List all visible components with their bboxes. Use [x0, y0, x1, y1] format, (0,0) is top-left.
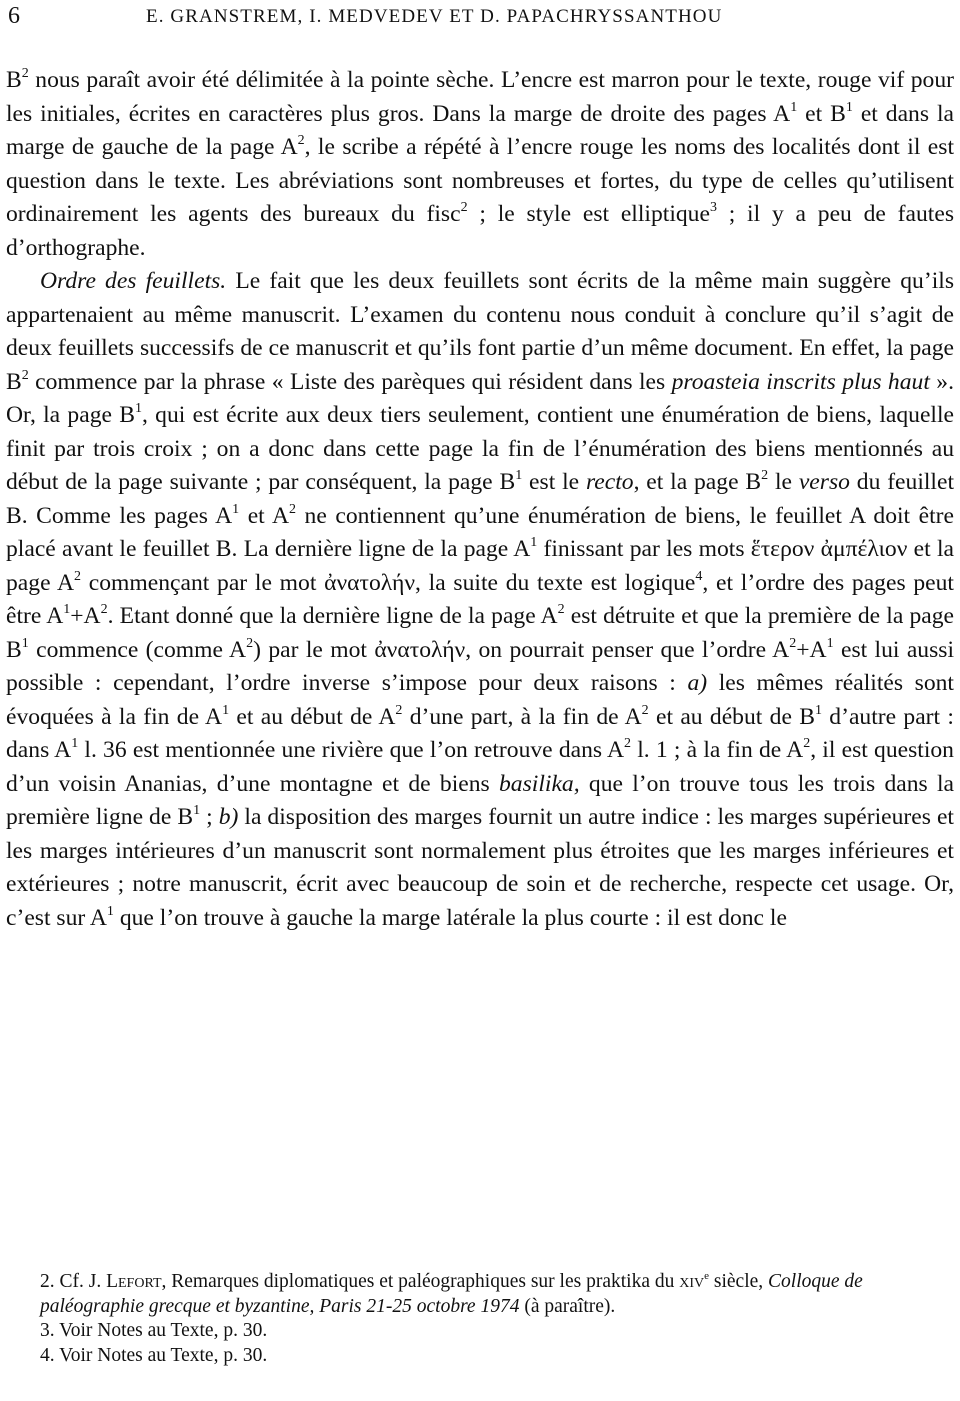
footnote-3: 3. Voir Notes au Texte, p. 30. [40, 1320, 268, 1341]
footnote-ref-3: 3 [709, 200, 717, 215]
footnote-ref-2: 2 [460, 200, 468, 215]
footnotes [6, 1270, 954, 1368]
page-number: 6 [8, 3, 20, 29]
paragraph-1: $B^2$ nous paraît avoir été délimitée à la pointe sèche. L’encre est marron pour le texte, rouge vif pour les initiales, écrites en caractères plus gros. Dans la marge de droite des pages $A^1$ et $B^1$ et dans la marge de gauche de la page $A^2$, le scribe a répété à l’encre rouge les noms des localités dont il est question dans le texte. Les abréviations sont nombreuses et fortes, du type de celles qu’utilisent ordinairement les agents des bureaux du fisc$^2$ ; le style est elliptique$^3$ ; il y a peu de fautes d’orthographe. [6, 66, 955, 261]
footnote-2: 2. Cf. J. Lefort, Remarques diplomatiques et paléographiques sur les praktika du xiv$^e$ siècle, Colloque de paléographie grecque et byzantine, Paris 21-25 octobre 1974 (à paraître). [40, 1270, 863, 1317]
paragraph-2: Ordre des feuillets. Le fait que les deux feuillets sont écrits de la même main suggère qu’ils appartenaient au même manuscrit. L’examen du contenu nous conduit à conclure qu’il s’agit de deux feuillets successifs de ce manuscrit et qu’ils font partie d’un même document. En effet, la page $B^2$ commence par la phrase « Liste des parèques qui résident dans les proasteia inscrits plus haut ». Or, la page $B^1$, qui est écrite aux deux tiers seulement, contient une énumération de biens, laquelle finit par trois croix ; on a donc dans cette page la fin de l’énumération des biens mentionnés au début de la page suivante ; par conséquent, la page $B^1$ est le recto, et la page $B^2$ le verso du feuillet B. Comme les pages $A^1$ et $A^2$ ne contiennent qu’une énumération de biens, le feuillet A doit être placé avant le feuillet B. La dernière ligne de la page $A^1$ finissant par les mots ἕτερον ἀμπέλιον et la page $A^2$ commençant par le mot ἀνατολήν, la suite du texte est logique$^4$, et l’ordre des pages peut être $A^1+A^2$. Etant donné que la dernière ligne de la page $A^2$ est détruite et que la première de la page $B^1$ commence (comme $A^2$) par le mot ἀνατολήν, on pourrait penser que l’ordre $A^2+A^1$ est lui aussi possible : cependant, l’ordre inverse s’impose pour deux raisons : a) les mêmes réalités sont évoquées à la fin de $A^1$ et au début de $A^2$ d’une part, à la fin de $A^2$ et au début de $B^1$ d’autre part : dans $A^1$ l. 36 est mentionnée une rivière que l’on retrouve dans $A^2$ l. 1 ; à la fin de $A^2$, il est question d’un voisin Ananias, d’une montagne et de biens basilika, que l’on trouve tous les trois dans la première ligne de $B^1$ ; b) la disposition des marges fournit un autre indice : les marges supérieures et les marges intérieures d’un manuscrit sont normalement plus étroites que les marges inférieures et extérieures ; notre manuscrit, écrit avec beaucoup de soin et de recherche, respecte cet usage. Or, c’est sur $A^1$ que l’on trouve à gauche la marge latérale la plus courte : il est donc le [6, 268, 955, 931]
section-heading: Ordre des feuillets. [40, 268, 227, 294]
footnote-4: 4. Voir Notes au Texte, p. 30. [40, 1344, 268, 1366]
running-head: E. GRANSTREM, I. MEDVEDEV ET D. PAPACHRYSSANTHOU [146, 6, 723, 27]
body-text [6, 64, 954, 935]
footnote-ref-4: 4 [695, 568, 703, 584]
page-header [4, 2, 954, 32]
